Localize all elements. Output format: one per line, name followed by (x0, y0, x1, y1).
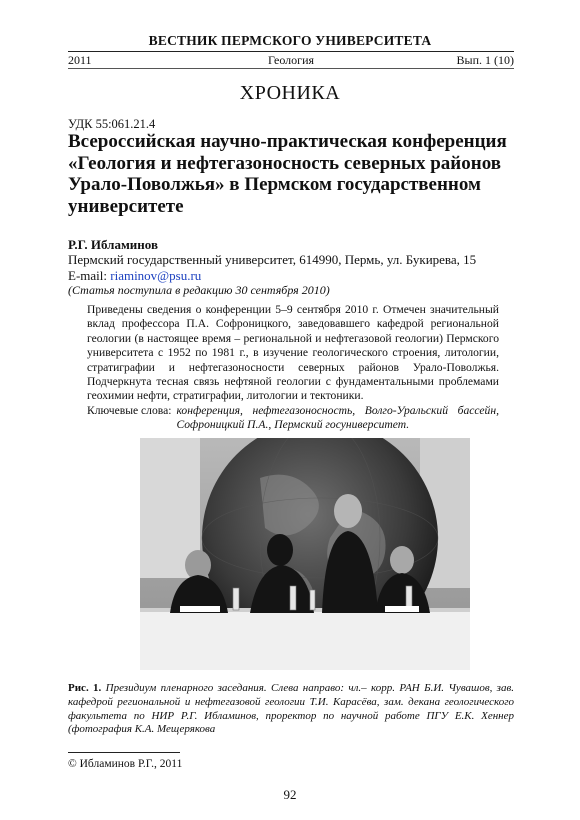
header-issue: Вып. 1 (10) (456, 53, 514, 67)
author-name: Р.Г. Ибламинов (68, 237, 158, 252)
keywords-row (87, 404, 499, 433)
section-heading: ХРОНИКА (239, 82, 341, 104)
footnote-rule (68, 752, 180, 753)
header-rule (68, 51, 514, 52)
header-year: 2011 (68, 53, 92, 67)
article-title: Всероссийская научно-практическая конференция «Геология и нефтегазоносность северных районов Урало-Поволжья» в Пермском государственном университете (68, 131, 507, 217)
received-date: (Статья поступила в редакцию 30 сентября 2010) (68, 283, 330, 297)
keywords: конференция, нефтегазоносность, Волго-Уральский бассейн, Софроницкий П.А., Пермский госуниверситет. (176, 403, 499, 432)
page-number: 92 (283, 787, 297, 802)
abstract (87, 303, 499, 433)
header-section: Геология (267, 53, 315, 67)
email-line (68, 268, 518, 284)
figure-caption-text: Президиум пленарного заседания. Слева направо: чл.– корр. РАН Б.И. Чувашов, зав. кафедрой региональной и нефтегазовой геологии Т.И. Карасёва, зам. декана геологического факультета по НИР Р.Г. Ибламинов, проректор по научной работе ПГУ Е.К. Хеннер (фотография К.А. Мещерякова (68, 682, 514, 736)
email-label: E-mail: (68, 267, 111, 283)
keywords-label: Ключевые слова: (87, 403, 172, 417)
copyright: © Ибламинов Р.Г., 2011 (68, 758, 183, 770)
journal-title: ВЕСТНИК ПЕРМСКОГО УНИВЕРСИТЕТА (148, 33, 432, 48)
figure-label: Рис. 1. (68, 682, 102, 694)
affiliation: Пермский государственный университет, 614990, Пермь, ул. Букирева, 15 (68, 252, 477, 267)
email-link[interactable]: riaminov@psu.ru (110, 267, 202, 283)
udk-code: УДК 55:061.21.4 (68, 117, 156, 131)
header-subrule (68, 68, 514, 69)
presidium-photo (140, 438, 470, 670)
abstract-text: Приведены сведения о конференции 5–9 сентября 2010 г. Отмечен значительный вклад профессора П.А. Софроницкого, заведовавшего кафедрой региональной геологии (в настоящее время – региональной и нефтегазовой геологии) Пермского университета с 1952 по 1981 г., в изучение геологического строения, литологии, стратиграфии и нефтегазоносности северных районов Урало-Поволжья. Подчеркнута тесная связь нефтяной геологии с фундаментальными проблемами геохимии нефти, стратиграфии, литологии и тектоники. (87, 303, 499, 403)
figure-caption (68, 682, 514, 737)
author-block (68, 252, 518, 299)
